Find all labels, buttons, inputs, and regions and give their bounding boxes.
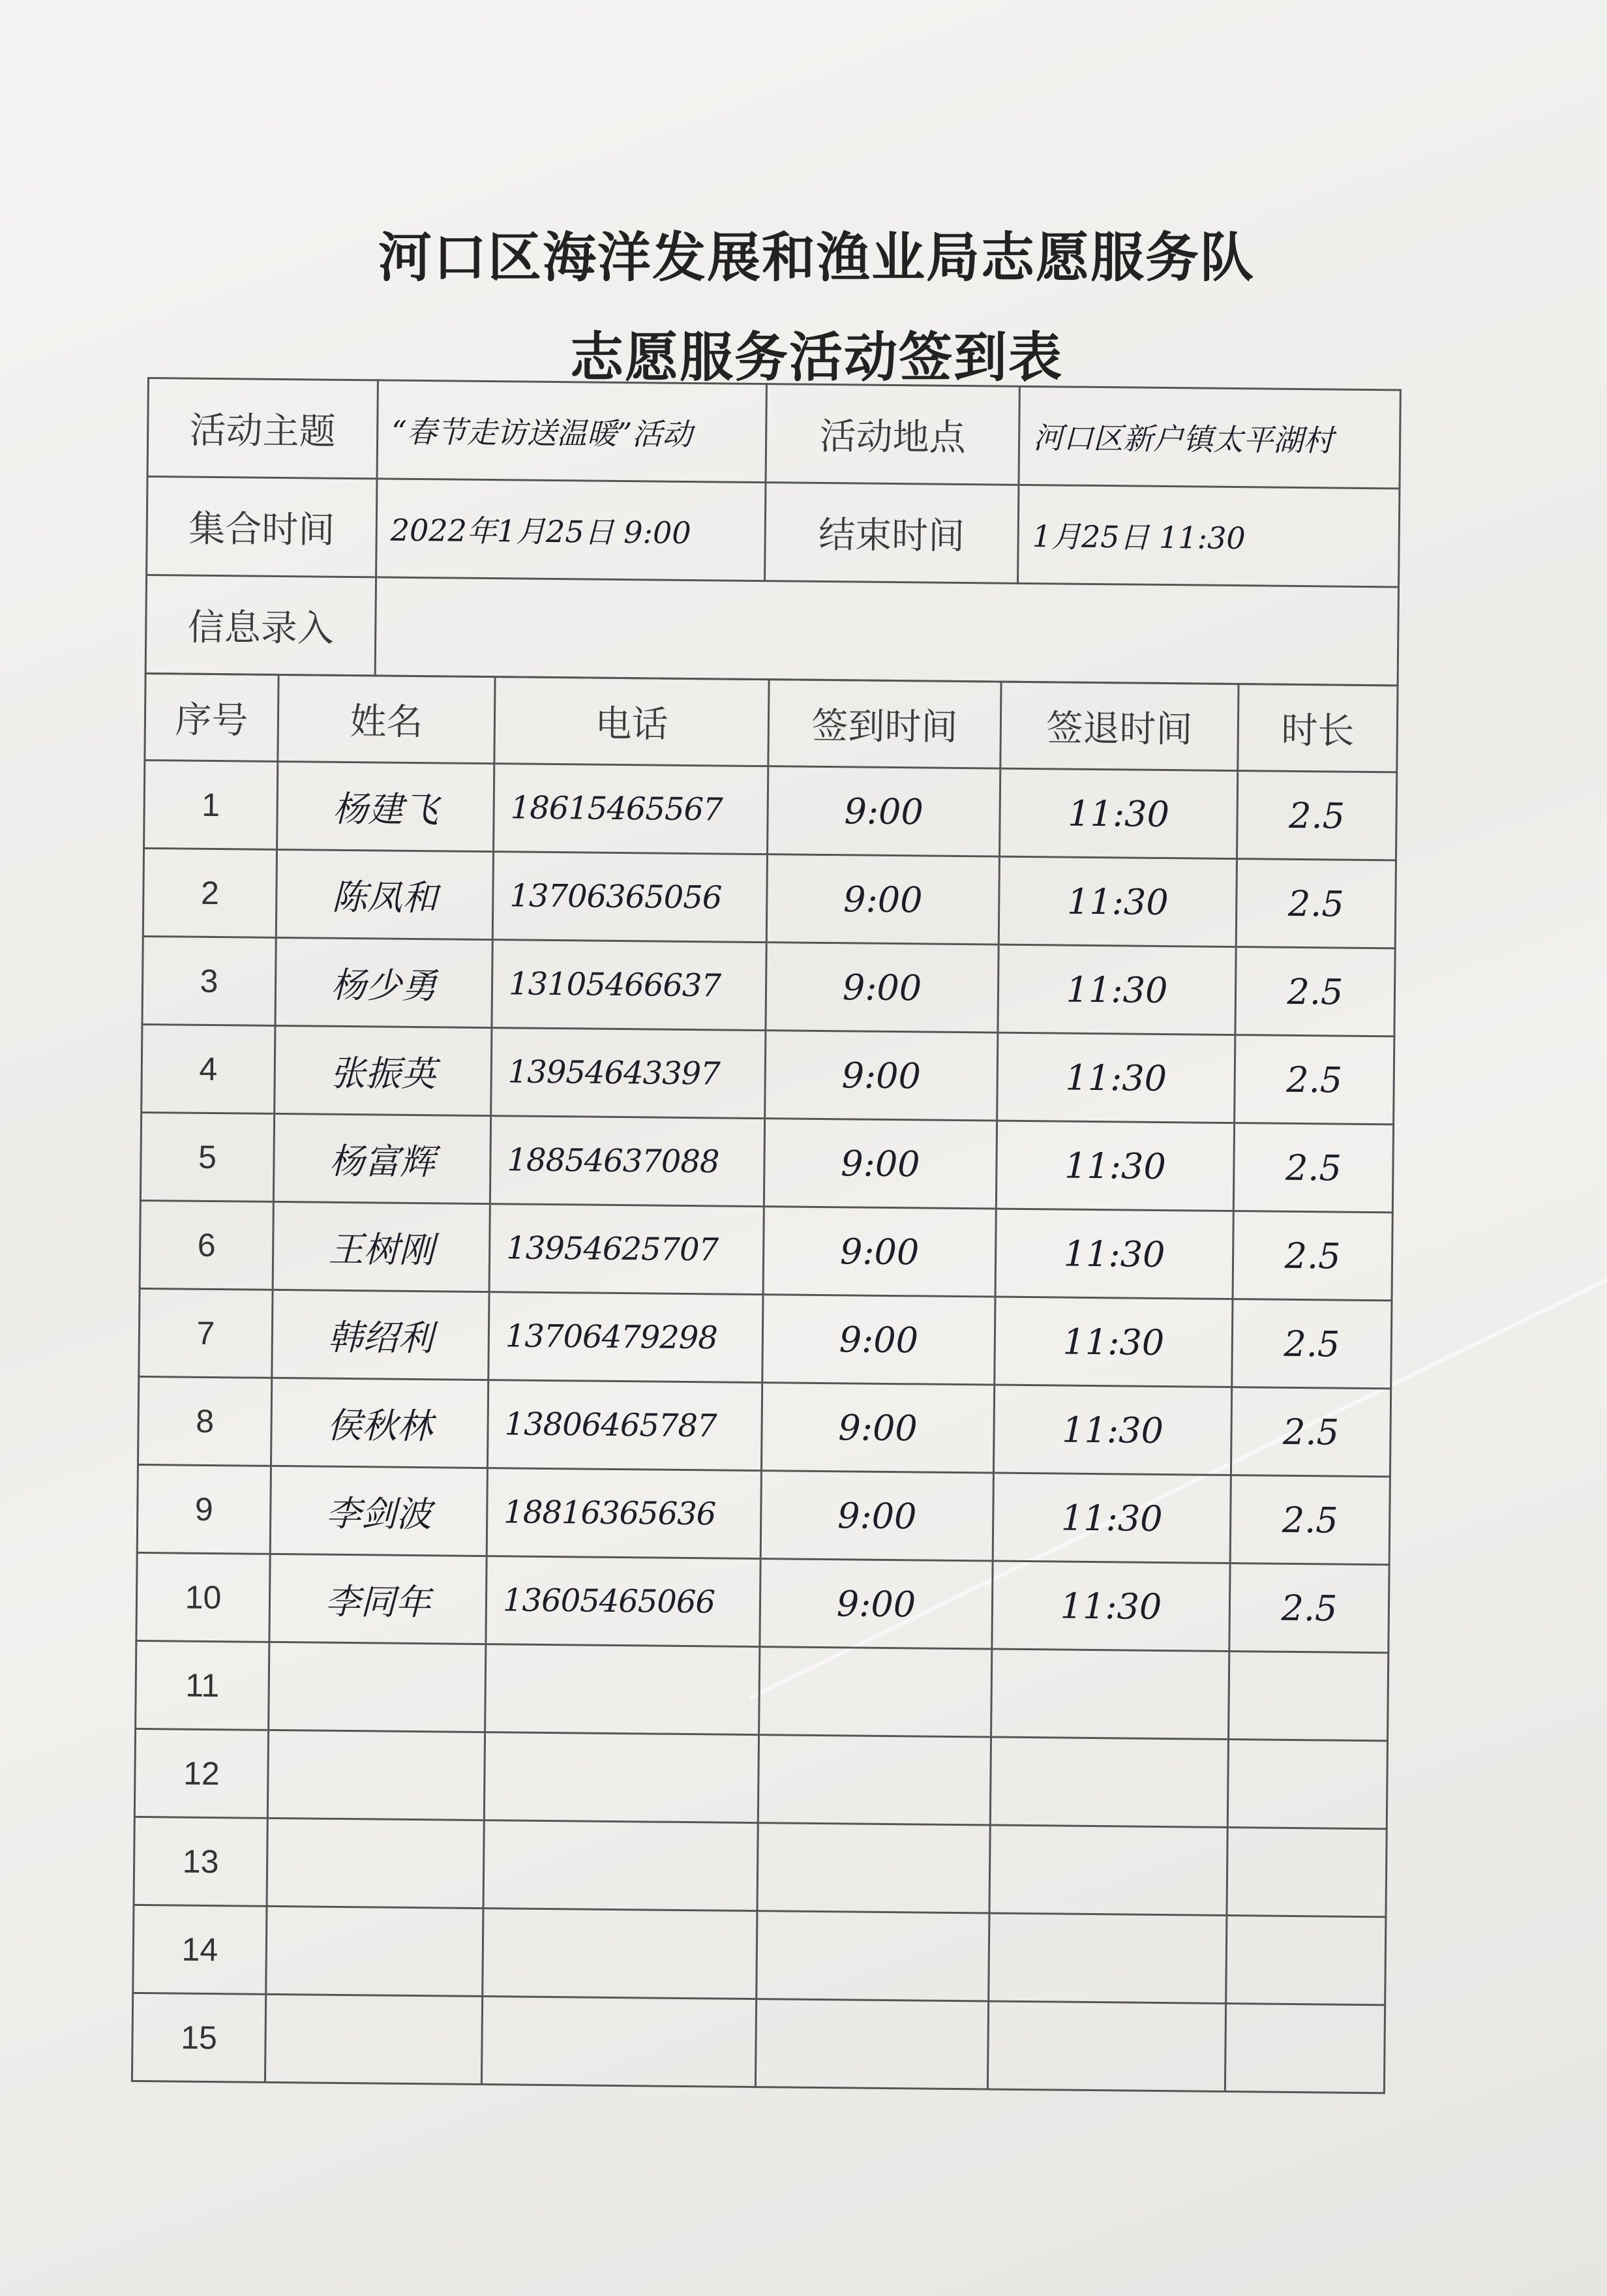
row-phone [481, 1997, 756, 2087]
row-sign-out-time [987, 2001, 1225, 2091]
title-block [0, 215, 1607, 391]
header-sign-out: 签退时间 [1000, 682, 1239, 770]
row-sign-out-time: 11:30 [992, 1561, 1230, 1651]
row-sign-out-time: 11:30 [997, 1033, 1235, 1123]
row-number: 8 [138, 1376, 271, 1466]
location-value: 河口区新户镇太平湖村 [1019, 386, 1400, 489]
row-phone: 13105466637 [492, 940, 766, 1031]
row-hours: 2.5 [1235, 947, 1395, 1036]
row-number: 11 [136, 1640, 269, 1730]
row-hours: 2.5 [1232, 1299, 1392, 1389]
row-phone: 13706365056 [492, 852, 767, 943]
row-sign-out-time: 11:30 [995, 1297, 1233, 1387]
row-sign-out-time: 11:30 [1000, 768, 1238, 858]
header-name: 姓名 [278, 674, 495, 763]
row-hours [1229, 1652, 1389, 1741]
row-sign-in-time: 9:00 [766, 943, 999, 1033]
row-sign-out-time: 11:30 [993, 1385, 1231, 1475]
row-sign-out-time [991, 1649, 1229, 1739]
row-sign-in-time [759, 1647, 992, 1737]
title-line-2: 志愿服务活动签到表 [569, 326, 1063, 389]
row-name: 张振英 [275, 1025, 492, 1115]
row-name: 韩绍利 [272, 1290, 489, 1380]
row-phone [483, 1820, 758, 1911]
topic-label: 活动主题 [147, 378, 378, 479]
row-hours [1226, 1915, 1386, 2004]
attendance-body [132, 760, 1396, 2092]
row-hours: 2.5 [1231, 1387, 1390, 1477]
row-sign-out-time: 11:30 [995, 1209, 1233, 1299]
row-sign-in-time: 9:00 [764, 1119, 997, 1209]
row-name [267, 1818, 484, 1908]
attendance-header-row [145, 673, 1398, 772]
row-name: 杨富辉 [273, 1113, 490, 1203]
table-row [144, 760, 1397, 860]
row-name [266, 1906, 483, 1996]
info-row-time [147, 477, 1400, 587]
table-row [137, 1464, 1390, 1564]
table-row [136, 1640, 1389, 1740]
row-sign-in-time [758, 1735, 991, 1825]
row-sign-out-time: 11:30 [993, 1473, 1231, 1563]
row-hours [1227, 1828, 1387, 1917]
row-number: 1 [144, 760, 278, 849]
row-sign-in-time: 9:00 [760, 1559, 993, 1649]
header-no: 序号 [145, 673, 278, 761]
row-sign-out-time: 11:30 [999, 856, 1237, 946]
table-row [142, 1024, 1394, 1124]
row-number: 6 [140, 1200, 273, 1290]
row-name: 杨少勇 [275, 937, 492, 1027]
row-hours [1225, 2003, 1385, 2092]
attendance-table [131, 672, 1399, 2094]
row-name [265, 1994, 482, 2084]
row-name: 陈凤和 [276, 849, 493, 939]
row-phone: 13806465787 [487, 1380, 762, 1471]
row-sign-out-time [990, 1737, 1228, 1827]
row-number: 3 [142, 936, 276, 1025]
row-phone [483, 1909, 757, 1999]
row-hours: 2.5 [1237, 771, 1396, 860]
row-hours: 2.5 [1230, 1475, 1390, 1565]
row-number: 14 [133, 1905, 267, 1994]
table-row [140, 1200, 1392, 1300]
header-hours: 时长 [1238, 684, 1398, 772]
row-phone: 13954643397 [491, 1028, 766, 1119]
row-sign-in-time [755, 1999, 988, 2089]
row-sign-out-time [989, 1825, 1227, 1915]
row-sign-out-time: 11:30 [996, 1121, 1234, 1211]
row-phone [484, 1732, 758, 1823]
row-name: 王树刚 [273, 1201, 490, 1292]
table-row [136, 1552, 1389, 1652]
row-phone: 18816365636 [487, 1468, 761, 1559]
row-name: 李剑波 [270, 1466, 487, 1556]
row-sign-in-time: 9:00 [768, 766, 1000, 856]
gather-time-value: 2022年1月25日 9:00 [376, 479, 766, 581]
title-line-1: 河口区海洋发展和渔业局志愿服务队 [378, 226, 1255, 289]
header-sign-in: 签到时间 [768, 680, 1001, 768]
row-sign-in-time: 9:00 [765, 1031, 998, 1121]
end-time-value: 1月25日 11:30 [1018, 485, 1400, 587]
row-number: 5 [140, 1112, 274, 1201]
row-sign-in-time: 9:00 [766, 854, 999, 944]
row-phone: 13706479298 [488, 1292, 763, 1383]
row-sign-in-time: 9:00 [762, 1295, 995, 1385]
end-time-label: 结束时间 [765, 483, 1019, 584]
table-row [143, 848, 1396, 948]
row-sign-in-time [757, 1823, 990, 1913]
row-name [269, 1642, 486, 1732]
row-number: 2 [143, 848, 277, 937]
row-number: 13 [134, 1817, 267, 1906]
activity-info-table [145, 377, 1402, 686]
row-name: 李同年 [269, 1554, 487, 1644]
table-row [134, 1817, 1387, 1916]
row-hours: 2.5 [1233, 1123, 1393, 1213]
table-row [132, 1993, 1385, 2092]
gather-time-label: 集合时间 [147, 477, 377, 577]
row-number: 12 [134, 1729, 268, 1818]
row-sign-out-time: 11:30 [998, 944, 1236, 1035]
row-phone: 18854637088 [490, 1116, 764, 1207]
row-sign-in-time [757, 1911, 989, 2001]
row-sign-in-time: 9:00 [760, 1471, 993, 1561]
row-sign-in-time: 9:00 [763, 1207, 996, 1297]
row-phone: 13605465066 [486, 1556, 760, 1647]
table-row [139, 1288, 1392, 1388]
row-hours: 2.5 [1229, 1563, 1389, 1653]
record-value [375, 577, 1398, 686]
row-sign-in-time: 9:00 [761, 1383, 994, 1473]
row-hours: 2.5 [1236, 859, 1396, 948]
row-number: 9 [137, 1464, 271, 1554]
row-number: 7 [139, 1288, 273, 1378]
row-name: 杨建飞 [277, 761, 494, 851]
row-name: 侯秋林 [271, 1378, 488, 1468]
table-row [133, 1905, 1386, 2004]
table-row [142, 936, 1395, 1036]
location-label: 活动地点 [766, 384, 1019, 485]
row-number: 15 [132, 1993, 265, 2082]
info-row-record [145, 575, 1398, 686]
row-number: 10 [136, 1552, 270, 1642]
topic-value: “春节走访送温暖”活动 [377, 380, 766, 483]
table-row [138, 1376, 1390, 1476]
header-phone: 电话 [494, 677, 769, 766]
row-hours: 2.5 [1233, 1211, 1392, 1301]
row-number: 4 [142, 1024, 275, 1113]
sign-in-form [131, 377, 1400, 2094]
row-phone: 18615465567 [494, 764, 768, 854]
info-row-topic [147, 378, 1400, 489]
row-phone: 13954625707 [489, 1204, 764, 1295]
row-hours: 2.5 [1235, 1035, 1394, 1125]
table-row [140, 1112, 1393, 1212]
table-row [134, 1729, 1387, 1828]
row-phone [485, 1644, 760, 1735]
record-label: 信息录入 [145, 575, 376, 676]
row-hours [1227, 1740, 1387, 1829]
row-sign-out-time [989, 1913, 1227, 2003]
row-name [267, 1730, 485, 1820]
